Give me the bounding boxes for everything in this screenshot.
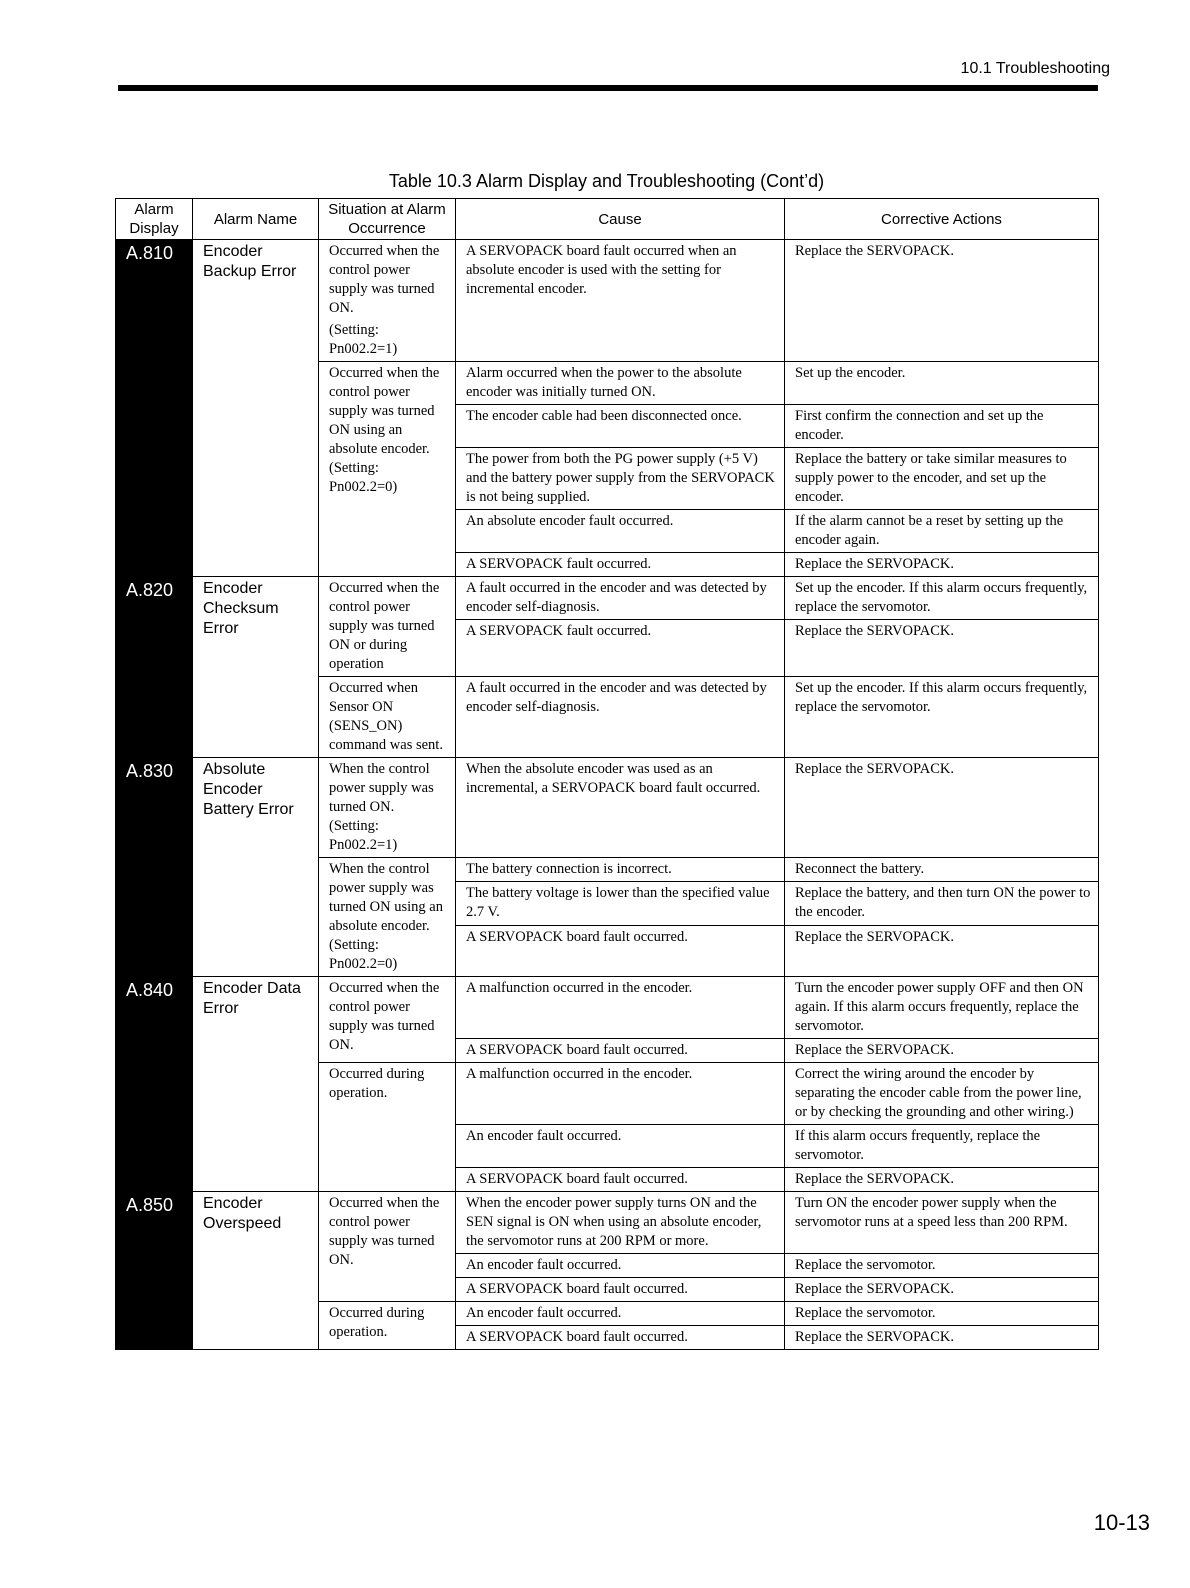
alarm-name: Encoder Overspeed xyxy=(193,1192,319,1350)
cause-cell: An encoder fault occurred. xyxy=(456,1302,785,1326)
situation-cell xyxy=(319,858,456,977)
action-cell: Replace the servomotor. xyxy=(785,1302,1099,1326)
cause-cell: An encoder fault occurred. xyxy=(456,1254,785,1278)
action-cell: Replace the battery or take similar measures to supply power to the encoder, and set up the encoder. xyxy=(785,448,1099,510)
situation-text: When the control power supply was turned ON using an absolute encoder. xyxy=(329,861,443,934)
table-row xyxy=(116,1192,1099,1254)
cause-cell: A fault occurred in the encoder and was detected by encoder self-diagnosis. xyxy=(456,577,785,620)
situation-setting: (Setting: Pn002.2=1) xyxy=(329,322,398,357)
action-cell: If this alarm occurs frequently, replace the servomotor. xyxy=(785,1125,1099,1168)
cause-cell: Alarm occurred when the power to the absolute encoder was initially turned ON. xyxy=(456,362,785,405)
alarm-name: Encoder Checksum Error xyxy=(193,577,319,758)
situation-text: When the control power supply was turned ON. xyxy=(329,761,434,815)
cause-cell: The power from both the PG power supply (+5 V) and the battery power supply from the SERVOPACK is not being supplied. xyxy=(456,448,785,510)
cause-cell: The battery voltage is lower than the specified value 2.7 V. xyxy=(456,882,785,925)
table-header-row xyxy=(116,199,1099,240)
situation-cell xyxy=(319,362,456,577)
action-cell: First confirm the connection and set up the encoder. xyxy=(785,405,1099,448)
cause-cell: A SERVOPACK board fault occurred. xyxy=(456,925,785,976)
alarm-code: A.840 xyxy=(116,977,193,1192)
alarm-table xyxy=(115,198,1099,1350)
situation-cell: Occurred when Sensor ON (SENS_ON) command was sent. xyxy=(319,677,456,758)
alarm-code: A.820 xyxy=(116,577,193,758)
cause-cell: A SERVOPACK board fault occurred. xyxy=(456,1039,785,1063)
situation-text: Occurred when the control power supply was turned ON using an absolute encoder. xyxy=(329,365,440,457)
table-row xyxy=(116,977,1099,1039)
action-cell: If the alarm cannot be a reset by setting up the encoder again. xyxy=(785,510,1099,553)
action-cell: Replace the SERVOPACK. xyxy=(785,925,1099,976)
action-cell: Replace the SERVOPACK. xyxy=(785,1168,1099,1192)
action-cell: Replace the SERVOPACK. xyxy=(785,553,1099,577)
situation-cell: Occurred during operation. xyxy=(319,1063,456,1192)
table-row xyxy=(116,240,1099,362)
cause-cell: A malfunction occurred in the encoder. xyxy=(456,1063,785,1125)
action-cell: Replace the SERVOPACK. xyxy=(785,758,1099,858)
cause-cell: A SERVOPACK board fault occurred. xyxy=(456,1326,785,1350)
situation-text: Occurred when the control power supply was turned ON. xyxy=(329,243,440,316)
situation-setting: (Setting: Pn002.2=1) xyxy=(329,818,398,853)
cause-cell: A SERVOPACK board fault occurred. xyxy=(456,1278,785,1302)
cause-cell: When the encoder power supply turns ON and the SEN signal is ON when using an absolute encoder, the servomotor runs at 200 RPM or more. xyxy=(456,1192,785,1254)
action-cell: Replace the SERVOPACK. xyxy=(785,1326,1099,1350)
situation-cell: Occurred when the control power supply was turned ON or during operation xyxy=(319,577,456,677)
cause-cell: A malfunction occurred in the encoder. xyxy=(456,977,785,1039)
action-cell: Set up the encoder. If this alarm occurs frequently, replace the servomotor. xyxy=(785,577,1099,620)
column-header-action: Corrective Actions xyxy=(785,199,1099,240)
column-header-situation: Situation at Alarm Occurrence xyxy=(319,199,456,240)
action-cell: Set up the encoder. xyxy=(785,362,1099,405)
action-cell: Replace the servomotor. xyxy=(785,1254,1099,1278)
action-cell: Replace the battery, and then turn ON the power to the encoder. xyxy=(785,882,1099,925)
situation-cell xyxy=(319,758,456,858)
situation-cell: Occurred during operation. xyxy=(319,1302,456,1350)
cause-cell: A SERVOPACK board fault occurred when an absolute encoder is used with the setting for incremental encoder. xyxy=(456,240,785,362)
action-cell: Replace the SERVOPACK. xyxy=(785,620,1099,677)
action-cell: Replace the SERVOPACK. xyxy=(785,240,1099,362)
cause-cell: An absolute encoder fault occurred. xyxy=(456,510,785,553)
situation-setting: (Setting: Pn002.2=0) xyxy=(329,460,398,495)
action-cell: Turn the encoder power supply OFF and then ON again. If this alarm occurs frequently, replace the servomotor. xyxy=(785,977,1099,1039)
cause-cell: The encoder cable had been disconnected once. xyxy=(456,405,785,448)
action-cell: Replace the SERVOPACK. xyxy=(785,1278,1099,1302)
column-header-display: Alarm Display xyxy=(116,199,193,240)
situation-cell: Occurred when the control power supply was turned ON. xyxy=(319,1192,456,1302)
alarm-name: Encoder Backup Error xyxy=(193,240,319,577)
table-title: Table 10.3 Alarm Display and Troubleshooting (Cont’d) xyxy=(388,171,825,191)
section-header: 10.1 Troubleshooting xyxy=(960,60,1110,77)
header-rule xyxy=(118,85,1098,91)
situation-setting: (Setting: Pn002.2=0) xyxy=(329,937,398,972)
alarm-code: A.830 xyxy=(116,758,193,977)
cause-cell: The battery connection is incorrect. xyxy=(456,858,785,882)
column-header-name: Alarm Name xyxy=(193,199,319,240)
action-cell: Reconnect the battery. xyxy=(785,858,1099,882)
alarm-code: A.850 xyxy=(116,1192,193,1350)
alarm-code: A.810 xyxy=(116,240,193,577)
alarm-name: Encoder Data Error xyxy=(193,977,319,1192)
situation-cell xyxy=(319,240,456,362)
action-cell: Correct the wiring around the encoder by separating the encoder cable from the power line, or by checking the grounding and other wiring.) xyxy=(785,1063,1099,1125)
action-cell: Turn ON the encoder power supply when the servomotor runs at a speed less than 200 RPM. xyxy=(785,1192,1099,1254)
cause-cell: A fault occurred in the encoder and was detected by encoder self-diagnosis. xyxy=(456,677,785,758)
cause-cell: A SERVOPACK fault occurred. xyxy=(456,553,785,577)
table-row xyxy=(116,758,1099,858)
cause-cell: An encoder fault occurred. xyxy=(456,1125,785,1168)
column-header-cause: Cause xyxy=(456,199,785,240)
page-number: 10-13 xyxy=(1093,1510,1150,1535)
alarm-name: Absolute Encoder Battery Error xyxy=(193,758,319,977)
action-cell: Replace the SERVOPACK. xyxy=(785,1039,1099,1063)
cause-cell: A SERVOPACK fault occurred. xyxy=(456,620,785,677)
cause-cell: When the absolute encoder was used as an incremental, a SERVOPACK board fault occurred. xyxy=(456,758,785,858)
table-row xyxy=(116,577,1099,620)
situation-cell: Occurred when the control power supply was turned ON. xyxy=(319,977,456,1063)
action-cell: Set up the encoder. If this alarm occurs frequently, replace the servomotor. xyxy=(785,677,1099,758)
cause-cell: A SERVOPACK board fault occurred. xyxy=(456,1168,785,1192)
